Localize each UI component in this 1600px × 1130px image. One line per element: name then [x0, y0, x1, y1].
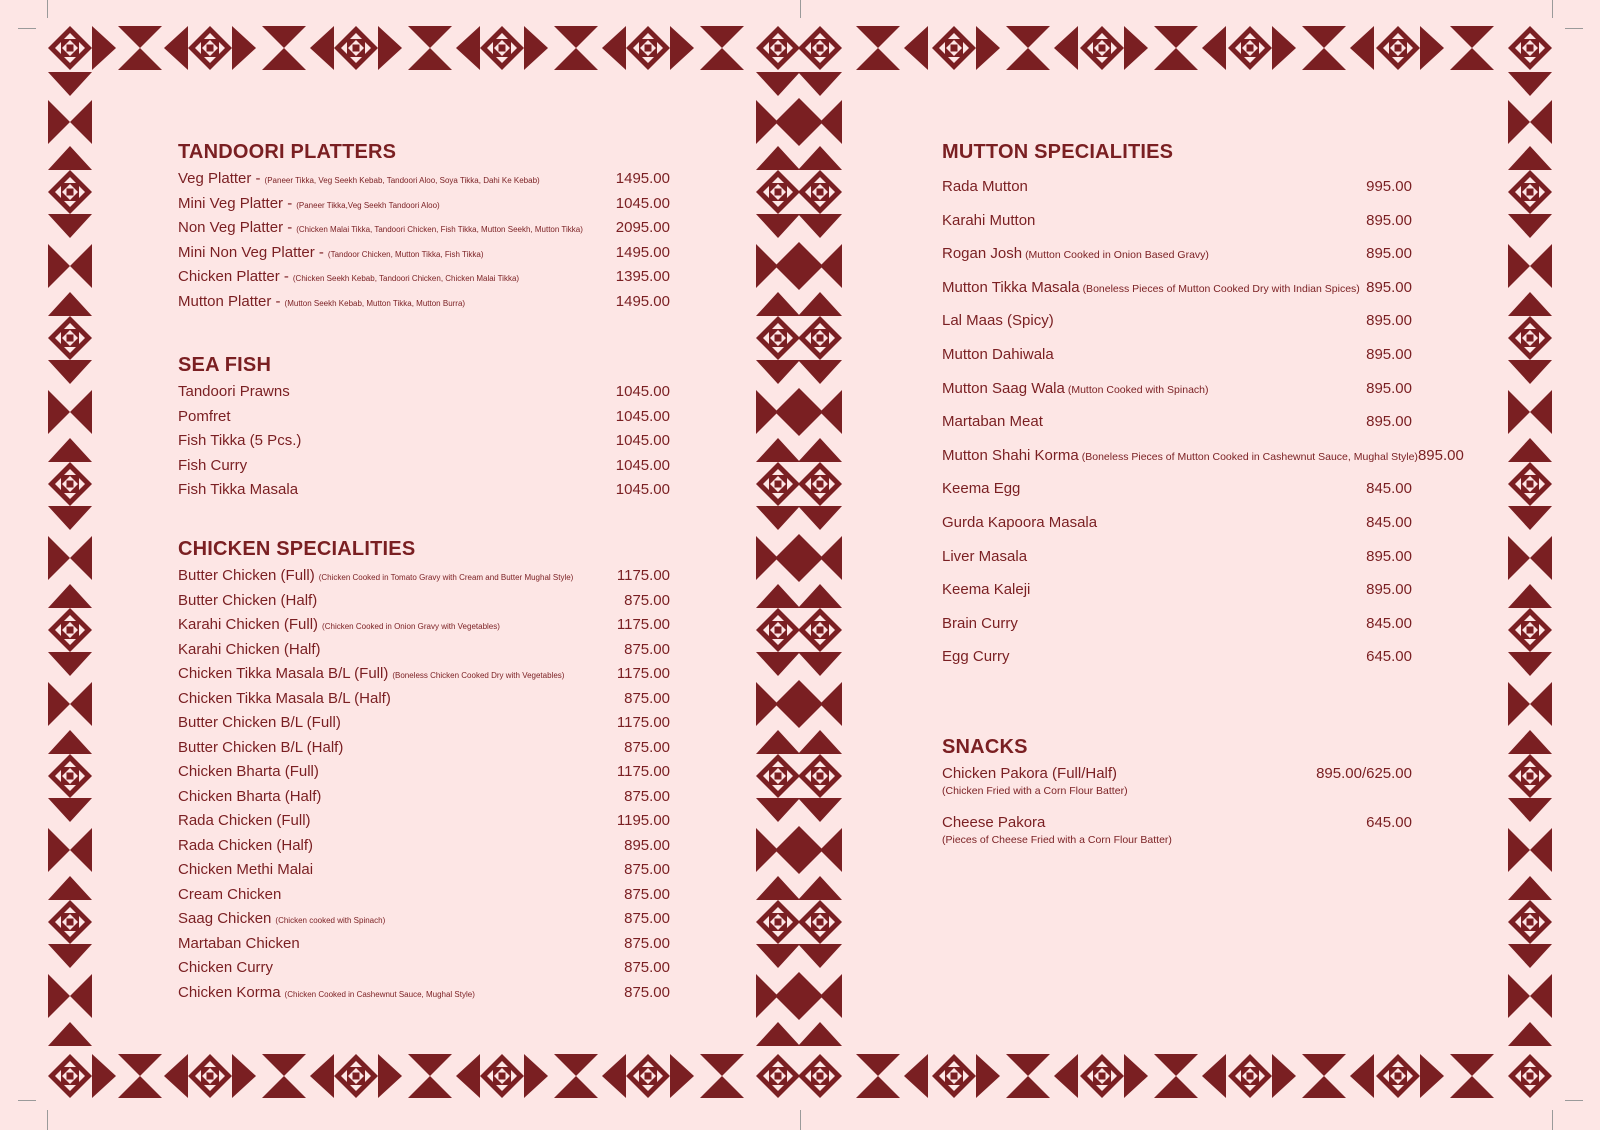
menu-item: [178, 714, 670, 739]
item-price: 895.00: [1366, 345, 1412, 363]
item-name: Keema Kaleji: [942, 581, 1031, 599]
item-price: 1495.00: [615, 170, 670, 187]
menu-item: [178, 959, 670, 984]
item-price: 1495.00: [615, 243, 670, 261]
menu-item: [942, 514, 1412, 548]
item-description: (Tandoor Chicken, Mutton Tikka, Fish Tikka): [327, 249, 484, 259]
section-title: MUTTON SPECIALITIES: [942, 141, 1174, 163]
menu-item: [942, 178, 1412, 212]
menu-item: [178, 244, 670, 269]
item-name: Rada Mutton: [942, 178, 1028, 195]
item-price: 895.00: [624, 836, 670, 854]
menu-item: [178, 567, 670, 592]
menu-item: [942, 413, 1412, 447]
item-name: Non Veg Platter -: [178, 219, 293, 236]
item-name: Mutton Dahiwala: [942, 345, 1054, 363]
item-price: 895.00: [1366, 211, 1412, 229]
item-name: Cheese Pakora: [942, 814, 1046, 831]
menu-item: [178, 886, 670, 911]
item-price: 1195.00: [616, 812, 670, 829]
item-price: 845.00: [1366, 480, 1412, 498]
item-description: (Paneer Tikka,Veg Seekh Tandoori Aloo): [296, 200, 440, 210]
item-price: 875.00: [624, 689, 670, 707]
item-description: (Chicken cooked with Spinach): [275, 916, 386, 925]
item-name: Butter Chicken (Full): [178, 567, 315, 584]
menu-item: [178, 383, 670, 408]
item-name: Mutton Tikka Masala: [942, 278, 1080, 296]
item-name: Gurda Kapoora Masala: [942, 513, 1098, 531]
item-name: Mini Veg Platter -: [178, 194, 293, 212]
item-name: Mutton Saag Wala: [942, 379, 1065, 397]
item-name: Mutton Platter -: [178, 292, 281, 310]
menu-item: [178, 408, 670, 433]
item-name: Butter Chicken B/L (Half): [178, 738, 344, 756]
item-description: (Chicken Cooked in Tomato Gravy with Cream and Butter Mughal Style): [318, 573, 574, 582]
tandoori-list: [178, 170, 670, 317]
item-name: Chicken Tikka Masala B/L (Half): [178, 689, 391, 707]
item-price: 2095.00: [615, 219, 670, 236]
item-name: Karahi Chicken (Full): [178, 616, 319, 633]
mutton-specialities-section: [942, 141, 1464, 682]
menu-item: [178, 457, 670, 482]
item-price: 845.00: [1366, 513, 1412, 531]
item-price: 1045.00: [615, 432, 670, 449]
item-name: Chicken Curry: [178, 959, 274, 976]
item-price: 1045.00: [615, 407, 670, 425]
menu-item: [178, 268, 670, 293]
item-name: Rada Chicken (Full): [178, 812, 311, 829]
menu-item: [178, 641, 670, 666]
item-name: Keema Egg: [942, 480, 1021, 498]
item-name: Butter Chicken (Half): [178, 591, 318, 609]
menu-item: [942, 648, 1412, 682]
item-name: Egg Curry: [942, 648, 1010, 666]
item-name: Karahi Chicken (Half): [178, 640, 321, 658]
menu-item: [178, 812, 670, 837]
item-description: (Chicken Cooked in Onion Gravy with Vegetables): [322, 622, 500, 631]
item-price: 645.00: [1366, 648, 1412, 666]
menu-item: [178, 616, 670, 641]
item-name: Liver Masala: [942, 547, 1028, 565]
menu-item: [178, 910, 670, 935]
item-price: 1395.00: [615, 268, 670, 285]
menu-item: [178, 739, 670, 764]
menu-item: [942, 446, 1464, 481]
item-name: Butter Chicken B/L (Full): [178, 714, 341, 731]
item-name: Martaban Meat: [942, 413, 1043, 431]
left-menu-page: [178, 0, 670, 1130]
item-name: Karahi Mutton: [942, 211, 1036, 229]
item-price: 645.00: [1366, 814, 1412, 831]
item-price: 1045.00: [615, 456, 670, 474]
menu-item: [178, 763, 670, 788]
menu-item: [942, 814, 1412, 863]
sea-fish-list: [178, 383, 670, 506]
menu-item: [942, 212, 1412, 246]
item-description: (Boneless Pieces of Mutton Cooked in Cashewnut Sauce, Mughal Style): [1081, 450, 1418, 463]
item-name: Lal Maas (Spicy): [942, 312, 1054, 330]
item-name: Chicken Tikka Masala B/L (Full): [178, 665, 389, 682]
item-name: Rada Chicken (Half): [178, 836, 314, 854]
menu-item: [178, 788, 670, 813]
item-name: Chicken Pakora (Full/Half): [942, 765, 1118, 782]
item-name: Chicken Methi Malai: [178, 861, 314, 878]
menu-item: [178, 592, 670, 617]
item-name: Chicken Platter -: [178, 268, 289, 285]
item-price: 875.00: [624, 738, 670, 756]
snacks-list: [942, 765, 1412, 863]
item-subtext: (Pieces of Cheese Fried with a Corn Flour Batter): [942, 834, 1172, 846]
item-description: (Chicken Seekh Kebab, Tandoori Chicken, Chicken Malai Tikka): [292, 274, 520, 283]
menu-item: [178, 690, 670, 715]
item-description: (Mutton Cooked in Onion Based Gravy): [1025, 249, 1209, 262]
menu-item: [942, 581, 1412, 615]
menu-item: [178, 170, 670, 195]
item-price: 875.00: [624, 591, 670, 609]
item-price: 1175.00: [616, 616, 670, 633]
item-name: Chicken Bharta (Full): [178, 763, 319, 780]
menu-item: [178, 293, 670, 318]
item-price: 895.00: [1366, 312, 1412, 330]
item-price: 1175.00: [616, 567, 670, 584]
item-price: 1175.00: [616, 763, 670, 780]
menu-item: [178, 195, 670, 220]
item-price: 1175.00: [616, 665, 670, 682]
item-name: Brain Curry: [942, 614, 1018, 632]
item-name: Fish Tikka Masala: [178, 481, 299, 498]
item-description: (Boneless Pieces of Mutton Cooked Dry with Indian Spices): [1082, 282, 1360, 295]
menu-item: [178, 219, 670, 244]
menu-item: [942, 312, 1412, 346]
menu-item: [942, 245, 1412, 279]
item-price: 895.00: [1366, 581, 1412, 599]
item-price: 895.00: [1417, 446, 1464, 464]
item-name: Mutton Shahi Korma: [942, 446, 1079, 464]
item-price: 895.00: [1366, 413, 1412, 431]
item-name: Martaban Chicken: [178, 934, 300, 952]
item-price: 895.00: [1366, 379, 1412, 397]
item-name: Fish Tikka (5 Pcs.): [178, 432, 302, 449]
item-price: 895.00: [1366, 245, 1412, 263]
item-price: 1045.00: [615, 481, 670, 498]
menu-item: [178, 837, 670, 862]
item-name: Chicken Bharta (Half): [178, 787, 322, 805]
item-price: 895.00/625.00: [1316, 765, 1412, 782]
item-price: 1175.00: [616, 714, 670, 731]
item-price: 895.00: [1366, 547, 1412, 565]
menu-item: [942, 765, 1412, 814]
menu-item: [178, 665, 670, 690]
item-description: (Paneer Tikka, Veg Seekh Kebab, Tandoori Aloo, Soya Tikka, Dahi Ke Kebab): [264, 176, 540, 185]
menu-item: [942, 279, 1412, 313]
menu-item: [942, 346, 1412, 380]
item-price: 1045.00: [615, 194, 670, 212]
item-price: 875.00: [624, 934, 670, 952]
menu-item: [178, 861, 670, 886]
item-name: Fish Curry: [178, 456, 248, 474]
item-description: (Boneless Chicken Cooked Dry with Vegetables): [392, 671, 565, 680]
item-description: (Mutton Seekh Kebab, Mutton Tikka, Mutton Burra): [284, 298, 466, 308]
menu-item: [178, 935, 670, 960]
sea-fish-section: [178, 354, 670, 506]
menu-item: [178, 481, 670, 506]
menu-item: [942, 380, 1412, 414]
snacks-section: [942, 736, 1412, 863]
item-name: Pomfret: [178, 407, 231, 425]
item-name: Tandoori Prawns: [178, 383, 290, 400]
item-price: 875.00: [624, 983, 670, 1001]
item-price: 875.00: [624, 885, 670, 903]
item-description: (Mutton Cooked with Spinach): [1067, 383, 1209, 396]
right-menu-page: [942, 0, 1464, 1130]
section-title: SEA FISH: [178, 354, 272, 376]
menu-item: [942, 480, 1412, 514]
item-subtext: (Chicken Fried with a Corn Flour Batter): [942, 785, 1128, 797]
item-name: Cream Chicken: [178, 885, 282, 903]
chicken-list: [178, 567, 670, 1008]
item-price: 1495.00: [615, 292, 670, 310]
item-price: 845.00: [1366, 614, 1412, 632]
menu-item: [178, 984, 670, 1009]
section-title: TANDOORI PLATTERS: [178, 141, 397, 163]
item-price: 995.00: [1366, 178, 1412, 195]
item-price: 1045.00: [615, 383, 670, 400]
chicken-specialities-section: [178, 538, 670, 1008]
item-description: (Chicken Malai Tikka, Tandoori Chicken, Fish Tikka, Mutton Seekh, Mutton Tikka): [296, 225, 583, 234]
item-price: 875.00: [624, 640, 670, 658]
section-title: CHICKEN SPECIALITIES: [178, 538, 416, 560]
item-price: 875.00: [624, 959, 670, 976]
item-name: Rogan Josh: [942, 245, 1023, 263]
item-name: Saag Chicken: [178, 910, 272, 927]
item-price: 875.00: [624, 910, 670, 927]
item-description: (Chicken Cooked in Cashewnut Sauce, Mughal Style): [284, 989, 475, 999]
section-title: SNACKS: [942, 736, 1028, 758]
mutton-list: [942, 178, 1464, 682]
item-price: 875.00: [624, 861, 670, 878]
item-name: Veg Platter -: [178, 170, 261, 187]
menu-item: [178, 432, 670, 457]
tandoori-platters-section: [178, 141, 670, 317]
menu-item: [942, 615, 1412, 649]
item-price: 895.00: [1366, 278, 1412, 296]
item-name: Chicken Korma: [178, 983, 281, 1001]
item-name: Mini Non Veg Platter -: [178, 243, 324, 261]
menu-item: [942, 548, 1412, 582]
item-price: 875.00: [624, 787, 670, 805]
